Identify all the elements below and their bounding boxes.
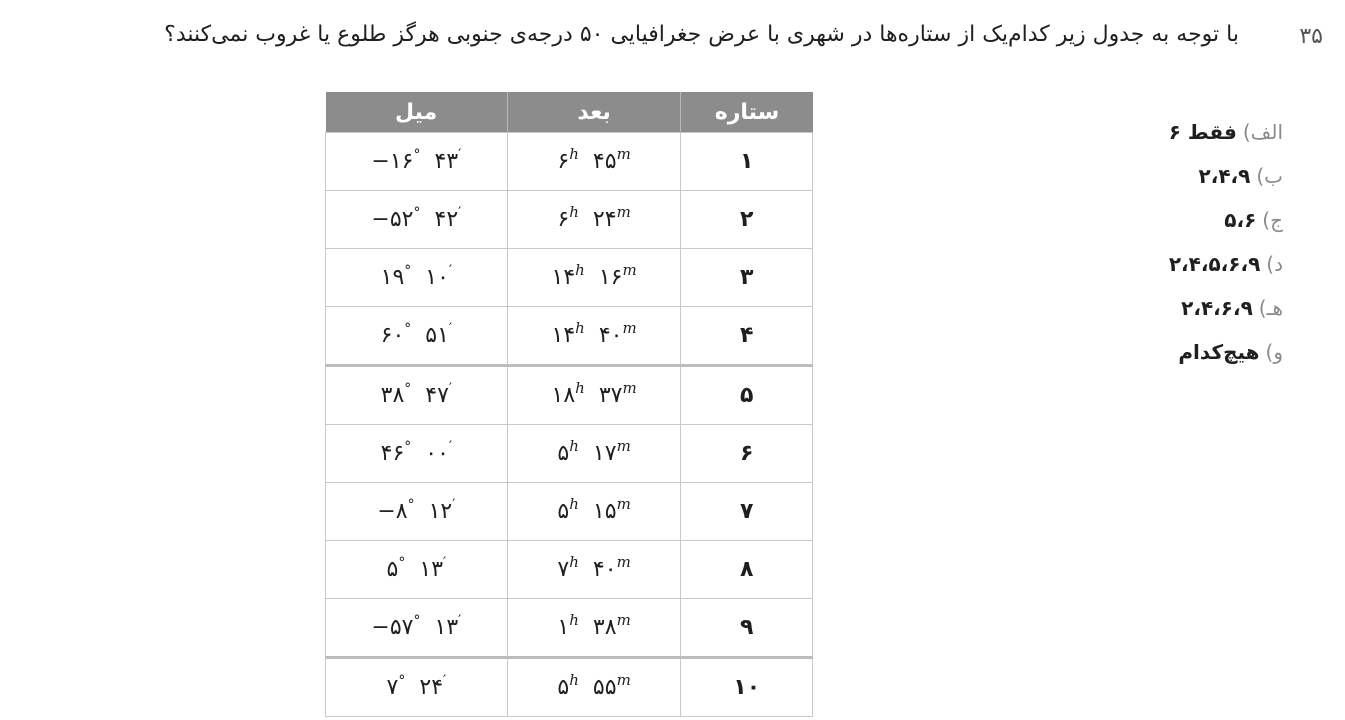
dec-minutes: ۴۲ — [434, 207, 459, 232]
dec-degrees: ۱۹ — [380, 265, 405, 290]
ra-minutes: ۳۸ — [592, 615, 617, 640]
option-text: فقط ۶ — [1168, 120, 1237, 144]
ra-hours: ۵ — [557, 441, 570, 466]
ra-hours: ۱ — [557, 615, 570, 640]
dec-degrees: ۶۰ — [380, 323, 405, 348]
ra-minutes: ۵۵ — [592, 675, 617, 700]
dec-minutes: ۱۳ — [419, 557, 444, 582]
option-text: ۲،۴،۹ — [1198, 164, 1251, 188]
dec-minutes-unit: ′ — [458, 613, 462, 629]
ra-minutes-unit: m — [616, 553, 631, 571]
table-row — [326, 541, 813, 599]
dec-degrees: −۵۲ — [371, 207, 414, 232]
dec-degrees: ۷ — [386, 675, 399, 700]
star-number: ۲ — [681, 191, 813, 249]
dec-degrees-unit: ° — [404, 263, 412, 279]
declination-cell — [326, 133, 508, 191]
dec-degrees: −۱۶ — [371, 149, 414, 174]
option-b[interactable] — [1169, 154, 1283, 198]
table-row — [326, 133, 813, 191]
ra-hours-unit: h — [569, 203, 579, 221]
right-ascension-cell — [507, 366, 681, 425]
question-number: ۳۵ — [1299, 24, 1323, 49]
ra-hours: ۱۴ — [551, 265, 576, 290]
dec-degrees: −۵۷ — [371, 615, 414, 640]
star-number: ۴ — [681, 307, 813, 366]
star-number: ۳ — [681, 249, 813, 307]
ra-minutes-unit: m — [616, 437, 631, 455]
ra-minutes-unit: m — [622, 261, 637, 279]
table-row — [326, 307, 813, 366]
star-number: ۹ — [681, 599, 813, 658]
star-number: ۷ — [681, 483, 813, 541]
ra-hours-unit: h — [569, 495, 579, 513]
right-ascension-cell — [507, 133, 681, 191]
right-ascension-cell — [507, 599, 681, 658]
right-ascension-cell — [507, 658, 681, 717]
dec-degrees: ۴۶ — [380, 441, 405, 466]
option-label: ج) — [1262, 208, 1283, 232]
dec-minutes-unit: ′ — [448, 263, 453, 279]
option-f[interactable] — [1169, 330, 1283, 374]
dec-minutes: ۴۷ — [425, 383, 449, 408]
dec-minutes-unit: ′ — [448, 321, 453, 337]
option-label: ب) — [1256, 164, 1283, 188]
option-text: ۵،۶ — [1224, 208, 1257, 232]
option-text: ۲،۴،۵،۶،۹ — [1168, 252, 1261, 276]
star-number: ۶ — [681, 425, 813, 483]
ra-hours: ۷ — [557, 557, 570, 582]
ra-hours-unit: h — [569, 145, 579, 163]
dec-minutes: ۱۳ — [434, 615, 459, 640]
dec-minutes: ۱۰ — [425, 265, 449, 290]
ra-minutes: ۴۵ — [592, 149, 617, 174]
dec-degrees-unit: ° — [413, 205, 421, 221]
right-ascension-cell — [507, 307, 681, 366]
declination-cell — [326, 658, 508, 717]
dec-minutes: ۵۱ — [425, 323, 449, 348]
table-row — [326, 483, 813, 541]
dec-degrees: ۵ — [386, 557, 399, 582]
ra-hours-unit: h — [575, 379, 585, 397]
dec-minutes: ۰۰ — [425, 441, 449, 466]
declination-cell — [326, 483, 508, 541]
ra-minutes-unit: m — [622, 319, 637, 337]
dec-degrees-unit: ° — [404, 381, 412, 397]
ra-hours-unit: h — [569, 611, 579, 629]
header-star: ستاره — [681, 92, 813, 133]
option-text: ۲،۴،۶،۹ — [1181, 296, 1253, 320]
table-row — [326, 599, 813, 658]
ra-hours: ۱۴ — [551, 323, 576, 348]
ra-minutes-unit: m — [616, 671, 631, 689]
dec-degrees-unit: ° — [413, 613, 421, 629]
dec-degrees-unit: ° — [407, 497, 415, 513]
ra-hours: ۵ — [557, 675, 570, 700]
dec-degrees-unit: ° — [398, 673, 406, 689]
right-ascension-cell — [507, 425, 681, 483]
table-row — [326, 425, 813, 483]
ra-hours-unit: h — [575, 261, 585, 279]
dec-minutes-unit: ′ — [443, 555, 447, 571]
ra-hours: ۱۸ — [551, 383, 576, 408]
option-label: الف) — [1242, 120, 1283, 144]
ra-minutes-unit: m — [622, 379, 637, 397]
answer-options — [1169, 110, 1283, 374]
declination-cell — [326, 191, 508, 249]
dec-degrees: −۸ — [377, 499, 408, 524]
ra-minutes-unit: m — [616, 203, 631, 221]
dec-degrees-unit: ° — [404, 439, 412, 455]
right-ascension-cell — [507, 191, 681, 249]
dec-minutes-unit: ′ — [458, 147, 462, 163]
ra-hours-unit: h — [569, 671, 579, 689]
option-text: هیچ‌کدام — [1178, 340, 1260, 364]
ra-minutes: ۳۷ — [598, 383, 623, 408]
dec-minutes: ۱۲ — [428, 499, 453, 524]
ra-hours-unit: h — [569, 553, 579, 571]
declination-cell — [326, 425, 508, 483]
option-label: و) — [1265, 340, 1283, 364]
header-right-ascension: بعد — [507, 92, 681, 133]
option-c[interactable] — [1169, 198, 1283, 242]
dec-minutes: ۴۳ — [434, 149, 459, 174]
dec-minutes-unit: ′ — [448, 439, 453, 455]
declination-cell — [326, 249, 508, 307]
declination-cell — [326, 366, 508, 425]
table-row — [326, 249, 813, 307]
right-ascension-cell — [507, 483, 681, 541]
question-text: با توجه به جدول زیر کدام‌یک از ستاره‌ها در شهری با عرض جغرافیایی ۵۰ درجه‌ی جنوبی هرگز طلوع یا غروب نمی‌کنند؟ — [164, 22, 1239, 47]
ra-minutes-unit: m — [616, 145, 631, 163]
declination-cell — [326, 599, 508, 658]
ra-minutes: ۴۰ — [592, 557, 617, 582]
option-label: هـ) — [1258, 296, 1283, 320]
dec-degrees-unit: ° — [404, 321, 412, 337]
ra-hours: ۶ — [557, 149, 570, 174]
ra-hours: ۵ — [557, 499, 570, 524]
ra-minutes: ۱۵ — [592, 499, 617, 524]
table-row — [326, 658, 813, 717]
dec-minutes-unit: ′ — [448, 381, 453, 397]
dec-minutes-unit: ′ — [458, 205, 462, 221]
declination-cell — [326, 307, 508, 366]
option-a[interactable] — [1169, 110, 1283, 154]
right-ascension-cell — [507, 541, 681, 599]
ra-minutes-unit: m — [616, 495, 631, 513]
table-header-row — [326, 92, 813, 133]
star-number: ۱۰ — [681, 658, 813, 717]
dec-degrees: ۳۸ — [380, 383, 405, 408]
ra-hours-unit: h — [569, 437, 579, 455]
declination-cell — [326, 541, 508, 599]
ra-minutes: ۱۶ — [598, 265, 623, 290]
star-table — [325, 92, 813, 717]
table-row — [326, 191, 813, 249]
option-d[interactable] — [1169, 242, 1283, 286]
ra-minutes: ۱۷ — [592, 441, 617, 466]
star-number: ۸ — [681, 541, 813, 599]
right-ascension-cell — [507, 249, 681, 307]
ra-minutes-unit: m — [616, 611, 631, 629]
dec-minutes: ۲۴ — [419, 675, 444, 700]
dec-minutes-unit: ′ — [452, 497, 456, 513]
dec-minutes-unit: ′ — [443, 673, 447, 689]
option-e[interactable] — [1169, 286, 1283, 330]
dec-degrees-unit: ° — [413, 147, 421, 163]
ra-hours-unit: h — [575, 319, 585, 337]
dec-degrees-unit: ° — [398, 555, 406, 571]
header-declination: میل — [326, 92, 508, 133]
ra-minutes: ۲۴ — [592, 207, 617, 232]
star-number: ۱ — [681, 133, 813, 191]
ra-minutes: ۴۰ — [598, 323, 623, 348]
table-row — [326, 366, 813, 425]
ra-hours: ۶ — [557, 207, 570, 232]
option-label: د) — [1266, 252, 1283, 276]
star-number: ۵ — [681, 366, 813, 425]
